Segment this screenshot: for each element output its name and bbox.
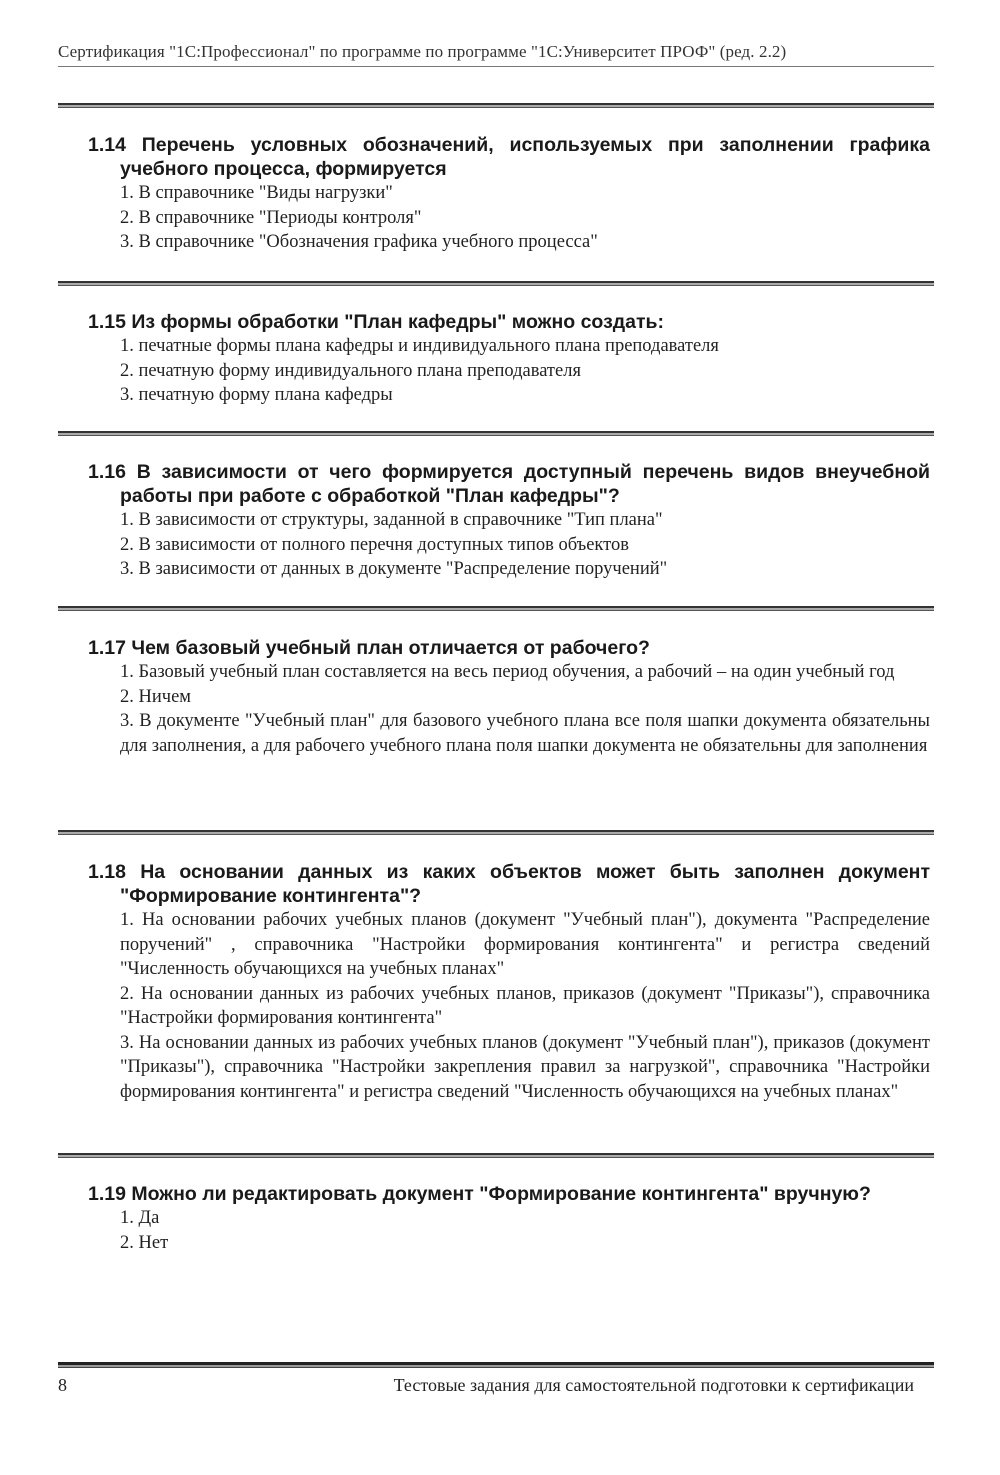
- answer-option: 1. В справочнике "Виды нагрузки": [120, 183, 393, 203]
- question-1-19: [88, 1182, 930, 1255]
- question-title: 1.16 В зависимости от чего формируется доступный перечень видов внеучебной работы при работе с обработкой "План кафедры"?: [88, 461, 930, 507]
- answer-option: 2. печатную форму индивидуального плана преподавателя: [120, 360, 581, 381]
- question-1-14: [88, 133, 930, 255]
- page-number: 8: [58, 1375, 67, 1395]
- running-header: Сертификация "1С:Профессионал" по программе по программе "1С:Университет ПРОФ" (ред. 2.2): [58, 42, 787, 61]
- question-title: 1.14 Перечень условных обозначений, используемых при заполнении графика учебного процесса, формируется: [88, 134, 930, 180]
- answer-list: [88, 181, 930, 255]
- answer-list: [88, 908, 930, 1104]
- answer-option: 1. На основании рабочих учебных планов (документ "Учебный план"), документа "Распределение поручений" , справочника "Настройки формирования контингента" и регистра сведений "Численность обучающихся на учебных планах": [120, 910, 930, 979]
- answer-option: 2. Нет: [120, 1232, 169, 1253]
- answer-option: 2. Ничем: [120, 686, 191, 707]
- answer-option: 2. В справочнике "Периоды контроля": [120, 207, 422, 228]
- question-title: 1.19 Можно ли редактировать документ "Формирование контингента" вручную?: [88, 1183, 871, 1205]
- answer-option: 3. На основании данных из рабочих учебных планов (документ "Учебный план"), приказов (документ "Приказы"), справочника "Настройки закрепления правил за нагрузкой", справочника "Настройки формирования контингента" и регистра сведений "Численность обучающихся на учебных планах": [120, 1032, 930, 1102]
- question-title: 1.17 Чем базовый учебный план отличается от рабочего?: [88, 637, 650, 659]
- section-divider: [58, 103, 934, 108]
- answer-list: [88, 1206, 930, 1255]
- answer-list: [88, 660, 930, 758]
- header-divider: [58, 66, 934, 67]
- answer-option: 2. На основании данных из рабочих учебных планов, приказов (документ "Приказы"), справочника "Настройки формирования контингента": [120, 983, 930, 1028]
- section-divider: [58, 606, 934, 611]
- question-1-15: [88, 310, 930, 408]
- running-footer: Тестовые задания для самостоятельной подготовки к сертификации: [393, 1375, 914, 1395]
- answer-list: [88, 508, 930, 582]
- section-divider: [58, 1153, 934, 1158]
- question-title: 1.15 Из формы обработки "План кафедры" можно создать:: [88, 311, 665, 333]
- answer-option: 3. В документе "Учебный план" для базового учебного плана все поля шапки документа обязательны для заполнения, а для рабочего учебного плана поля шапки документа не обязательны для заполнения: [120, 711, 930, 756]
- question-1-18: [88, 860, 930, 1104]
- answer-list: [88, 334, 930, 408]
- question-1-16: [88, 460, 930, 582]
- answer-option: 3. В зависимости от данных в документе "Распределение поручений": [120, 559, 668, 579]
- answer-option: 3. В справочнике "Обозначения графика учебного процесса": [120, 232, 598, 252]
- section-divider: [58, 830, 934, 835]
- footer-divider: [58, 1362, 934, 1368]
- answer-option: 1. В зависимости от структуры, заданной в справочнике "Тип плана": [120, 510, 663, 530]
- question-title: 1.18 На основании данных из каких объектов может быть заполнен документ "Формирование контингента"?: [88, 861, 930, 907]
- answer-option: 1. Да: [120, 1208, 160, 1228]
- answer-option: 1. печатные формы плана кафедры и индивидуального плана преподавателя: [120, 336, 719, 356]
- answer-option: 1. Базовый учебный план составляется на весь период обучения, а рабочий – на один учебный год: [120, 662, 895, 682]
- section-divider: [58, 431, 934, 436]
- answer-option: 2. В зависимости от полного перечня доступных типов объектов: [120, 534, 630, 555]
- question-1-17: [88, 636, 930, 758]
- answer-option: 3. печатную форму плана кафедры: [120, 385, 393, 405]
- section-divider: [58, 281, 934, 286]
